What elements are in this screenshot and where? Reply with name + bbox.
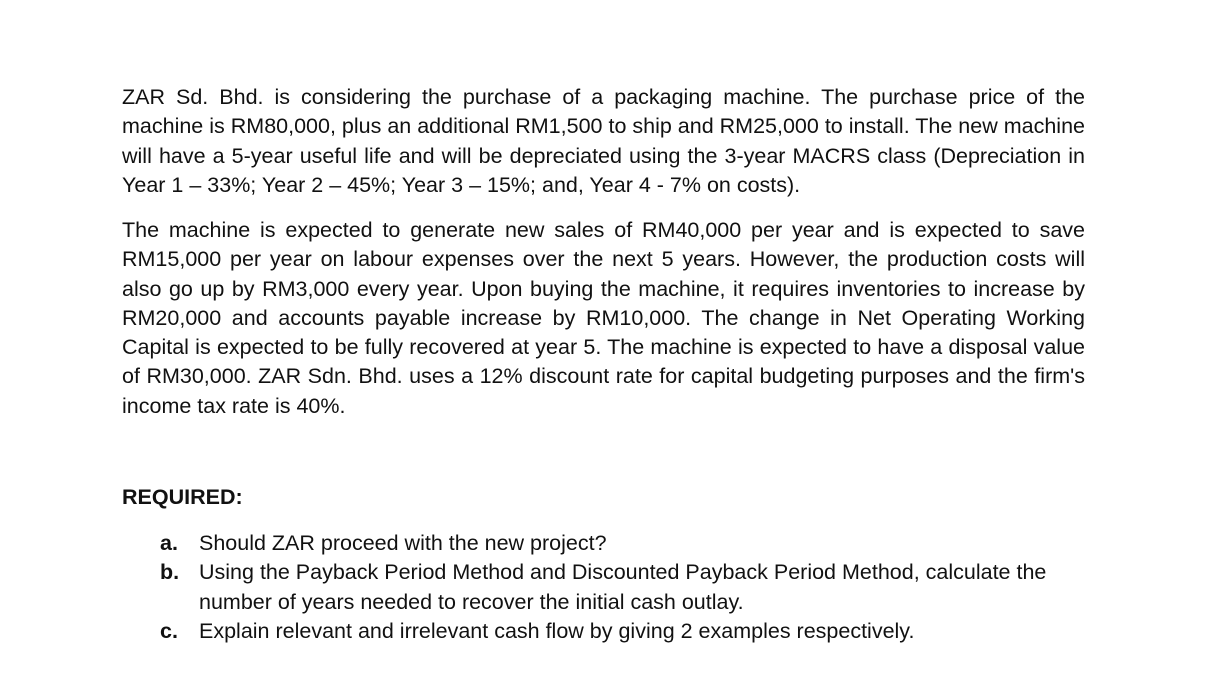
question-text: Should ZAR proceed with the new project? [199,531,607,555]
question-item-a [160,529,1085,558]
question-list [160,529,1085,646]
required-heading: REQUIRED: [122,485,243,509]
case-paragraph-2: The machine is expected to generate new sales of RM40,000 per year and is expected to save RM15,000 per year on labour expenses over the next 5 years. However, the production costs will also go up by RM3,000 every year. Upon buying the machine, it requires inventories to increase by RM20,000 and accounts payable increase by RM10,000. The change in Net Operating Working Capital is expected to be fully recovered at year 5. The machine is expected to have a disposal value of RM30,000. ZAR Sdn. Bhd. uses a 12% discount rate for capital budgeting purposes and the firm's income tax rate is 40%. [122,218,1085,418]
question-letter: c. [160,618,178,643]
question-item-c [160,617,1085,646]
case-paragraph-1: ZAR Sd. Bhd. is considering the purchase of a packaging machine. The purchase price of the machine is RM80,000, plus an additional RM1,500 to ship and RM25,000 to install. The new machine will have a 5-year useful life and will be depreciated using the 3-year MACRS class (Depreciation in Year 1 – 33%; Year 2 – 45%; Year 3 – 15%; and, Year 4 - 7% on costs). [122,85,1085,197]
question-letter: a. [160,531,178,555]
question-item-b [160,558,1085,617]
question-text: Using the Payback Period Method and Discounted Payback Period Method, calculate the number of years needed to recover the initial cash outlay. [199,560,1047,614]
question-letter: b. [160,560,180,585]
question-text: Explain relevant and irrelevant cash flow by giving 2 examples respectively. [199,618,915,643]
